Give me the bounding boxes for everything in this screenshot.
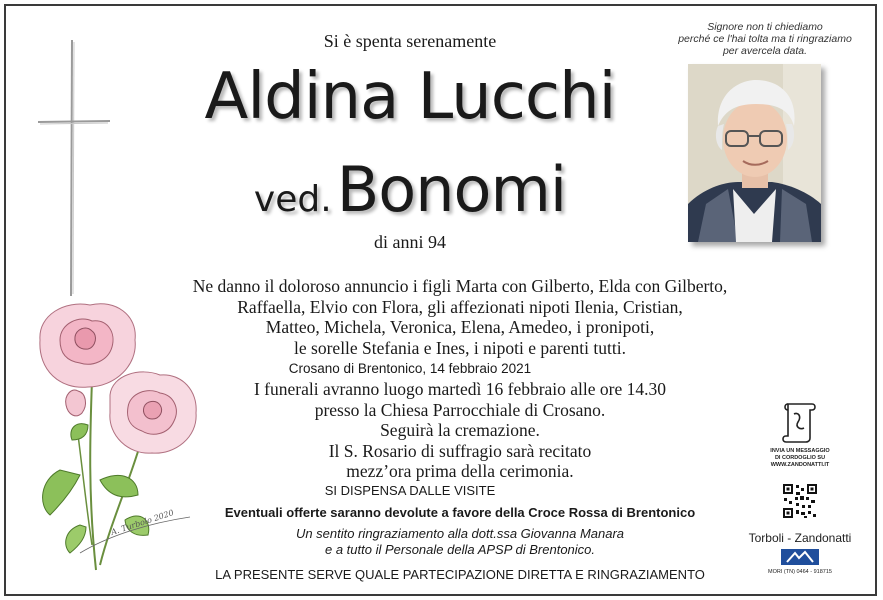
agency-contact: MORI (TN) 0464 - 918715 [768, 569, 832, 575]
deceased-name: Aldina Lucchi [204, 60, 616, 134]
funeral-line: Seguirà la cremazione. [380, 420, 540, 440]
donations-notice: Eventuali offerte saranno devolute a favore della Croce Rossa di Brentonico [224, 505, 696, 520]
age-text: di anni 94 [374, 232, 446, 252]
message-line: DI CORDOGLIO SU [774, 455, 826, 461]
funeral-line: I funerali avranno luogo martedì 16 febbraio alle ore 14.30 [253, 379, 667, 399]
announcement-line: Matteo, Michela, Veronica, Elena, Amedeo, i pronipoti, [265, 317, 655, 337]
scroll-icon[interactable] [780, 400, 820, 444]
quote-text [660, 21, 870, 57]
announcement-line: Ne danno il doloroso annuncio i figli Marta con Gilberto, Elda con Gilberto, [192, 276, 728, 296]
name-prefix: ved. [253, 179, 332, 220]
thanks-line: Un sentito ringraziamento alla dott.ssa Giovanna Manara [295, 526, 625, 541]
agency-name: Torboli - Zandonatti [748, 531, 852, 545]
announcement-line: le sorelle Stefania e Ines, i nipoti e parenti tutti. [294, 337, 626, 358]
quote-line: Signore non ti chiediamo [707, 21, 823, 33]
thanks-line: e a tutto il Personale della APSP di Brentonico. [324, 542, 596, 557]
qr-code[interactable] [782, 483, 818, 519]
message-line: INVIA UN MESSAGGIO [770, 448, 830, 454]
portrait-photo [688, 64, 821, 242]
announcement-line: Raffaella, Elvio con Flora, gli affezionati nipoti Ilenia, Cristian, [237, 296, 683, 317]
agency-column [740, 400, 860, 576]
quote-line: perché ce l'hai tolta ma ti ringraziamo [678, 33, 852, 45]
artist-signature: A. Turbolo 2020 [109, 508, 175, 537]
thanks-text [170, 526, 750, 558]
agency-logo [781, 549, 819, 565]
footer-notice: LA PRESENTE SERVE QUALE PARTECIPAZIONE DIRETTA E RINGRAZIAMENTO [215, 567, 705, 582]
funeral-line: presso la Chiesa Parrocchiale di Crosano. [314, 399, 606, 420]
intro-text: Si è spenta serenamente [323, 31, 497, 51]
funeral-line: Il S. Rosario di suffragio sarà recitato [328, 440, 592, 461]
married-surname: Bonomi [336, 153, 567, 226]
cross-icon [34, 38, 116, 300]
funeral-details [170, 379, 750, 482]
announcement-text [170, 276, 750, 358]
place-date: Crosano di Brentonico, 14 febbraio 2021 [288, 361, 532, 376]
quote-line: per avercela data. [722, 45, 808, 57]
funeral-line: mezz’ora prima della cerimonia. [346, 461, 574, 481]
no-visits-notice: SI DISPENSA DALLE VISITE [324, 483, 496, 498]
agency-website[interactable]: WWW.ZANDONATTI.IT [770, 462, 830, 468]
